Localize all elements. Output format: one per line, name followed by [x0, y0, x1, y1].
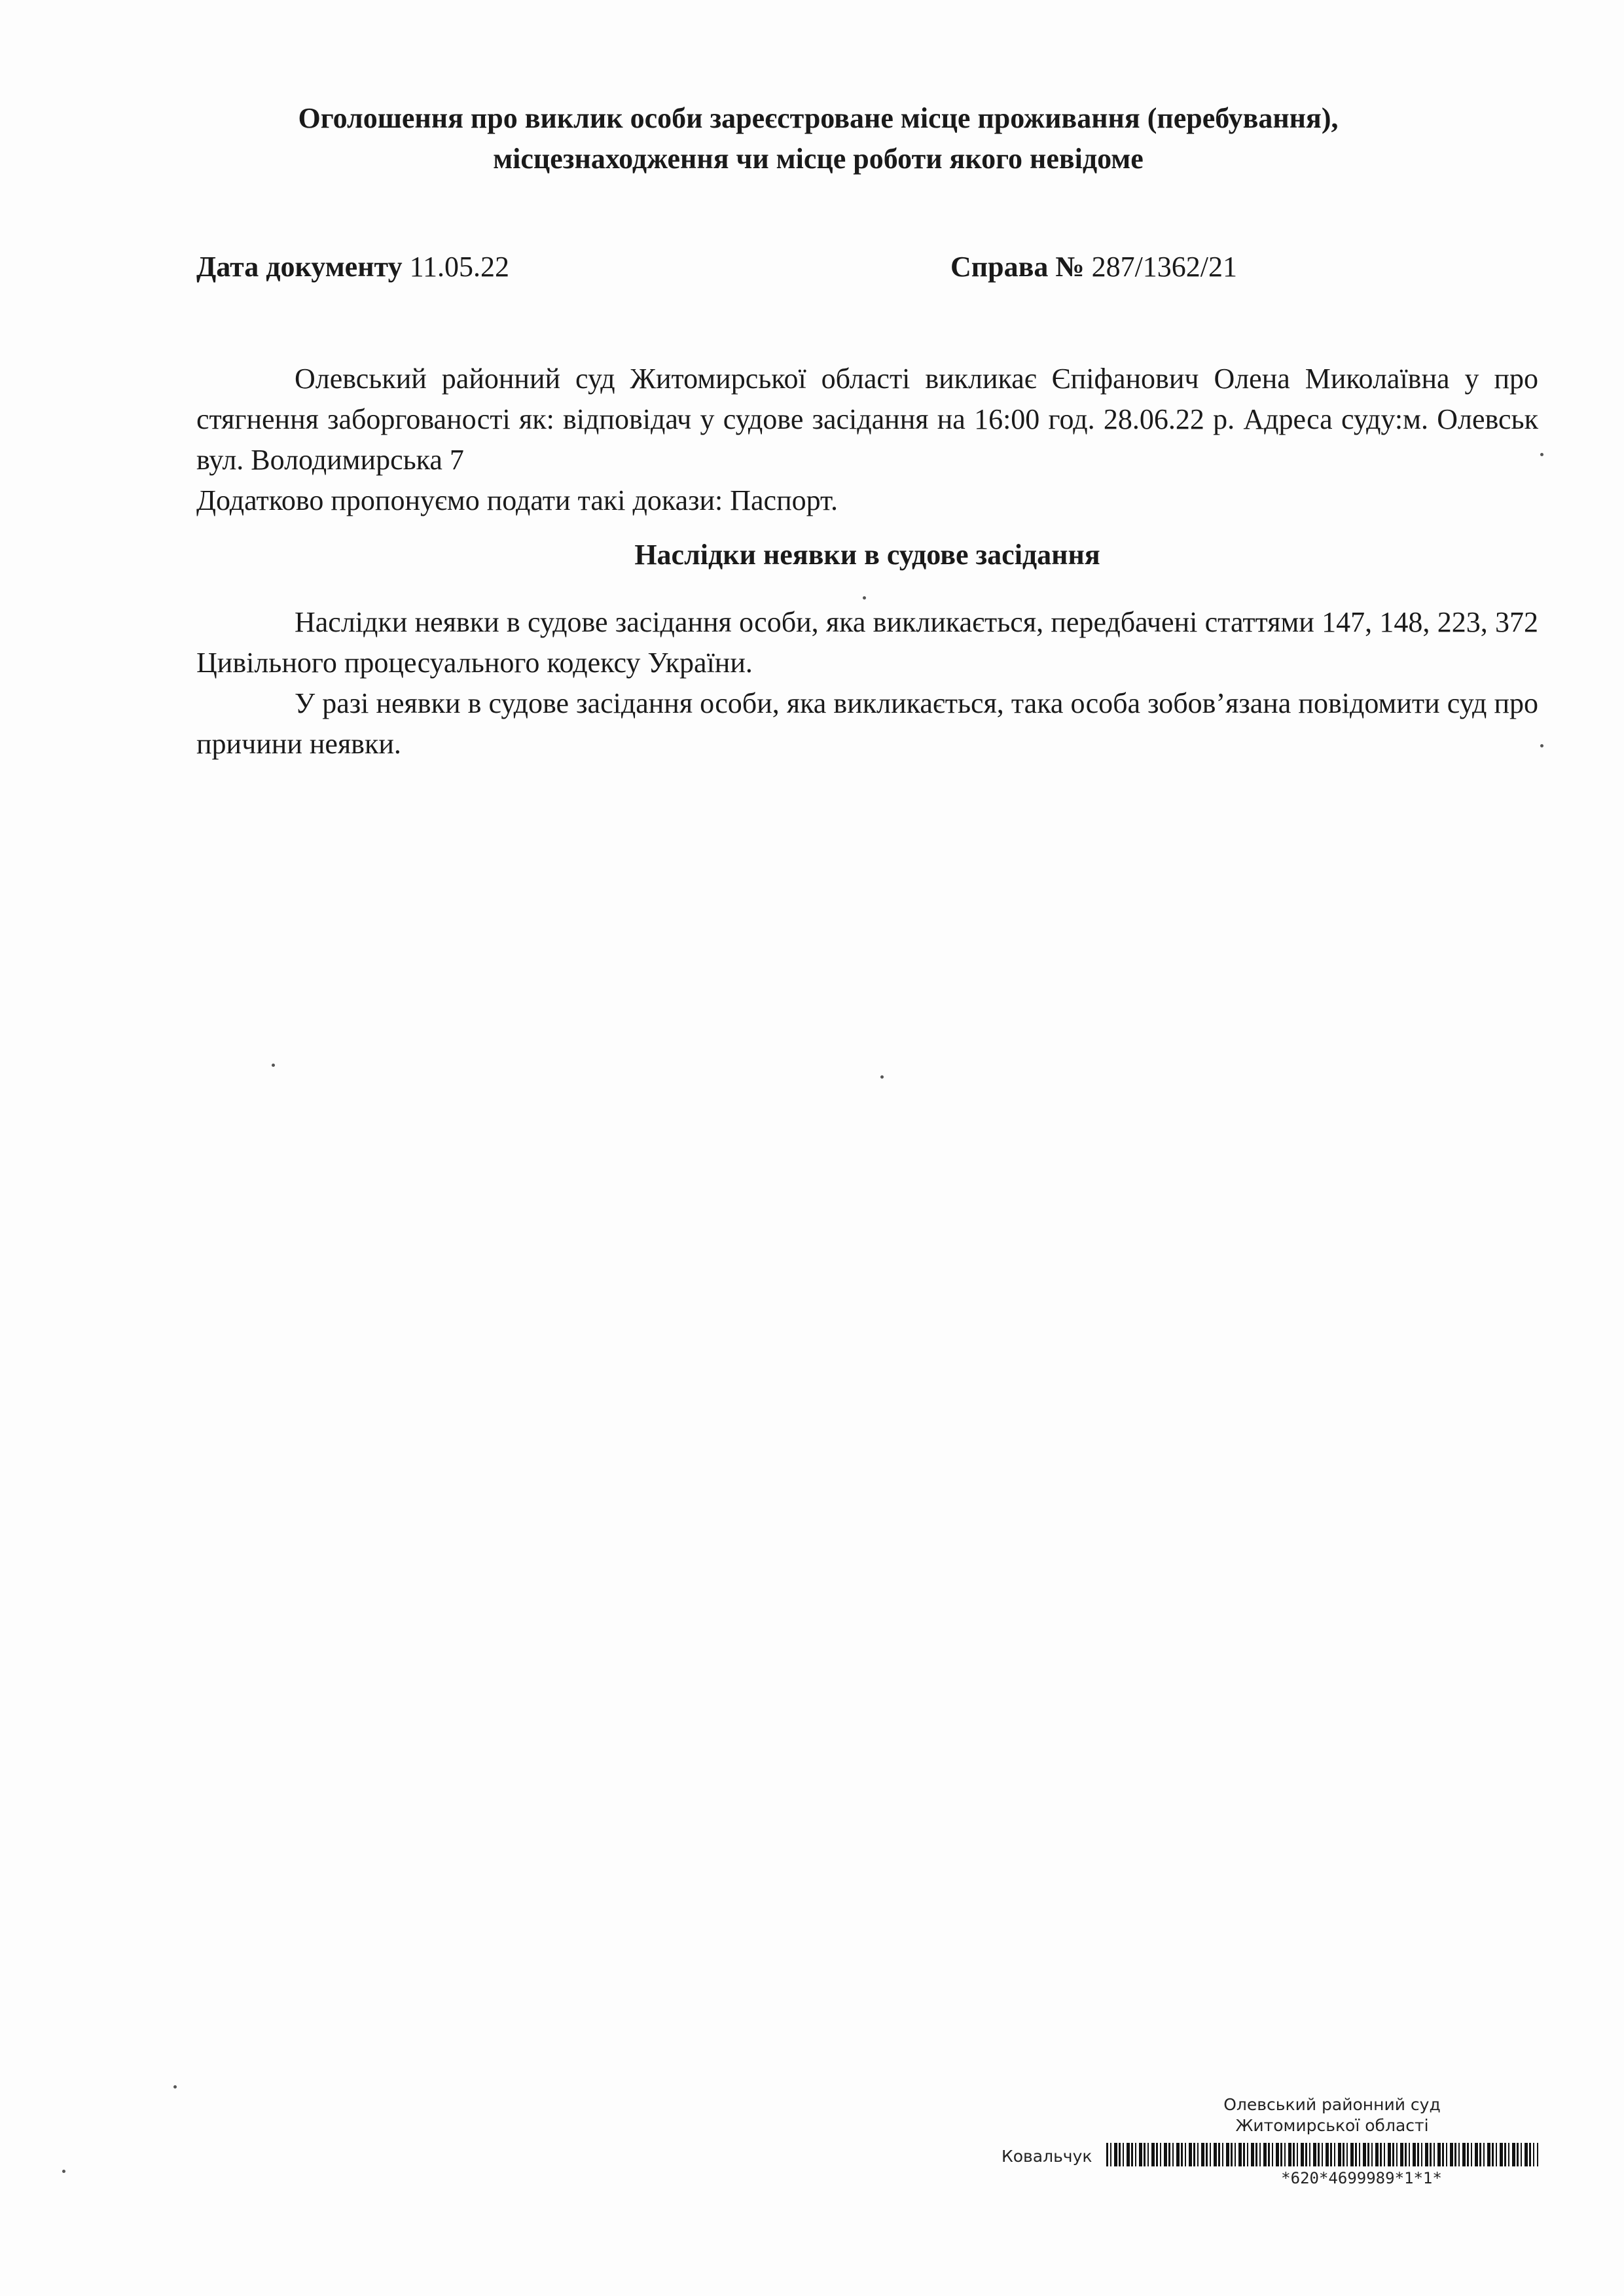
stamp-court-line-1: Олевський районний суд [1223, 2095, 1441, 2114]
scan-speck [272, 1064, 275, 1067]
document-date [196, 250, 509, 283]
title-line-1: Оголошення про виклик особи зареєстроване місце проживання (перебування), [298, 102, 1339, 134]
title-line-2: місцезнаходження чи місце роботи якого невідоме [493, 143, 1144, 175]
case-value: 287/1362/21 [1091, 251, 1238, 283]
date-label: Дата документу [196, 251, 403, 283]
case-number [950, 250, 1237, 283]
scan-speck [880, 1075, 884, 1079]
case-label: Справа № [950, 251, 1085, 283]
barcode [1106, 2143, 1538, 2166]
scan-speck [1540, 744, 1543, 747]
date-value: 11.05.22 [409, 251, 509, 283]
consequences-paragraph-1: Наслідки неявки в судове засідання особи, яка викликається, передбачені статтями 147, 148, 223, 372 Цивільного процесуального кодексу України. [196, 606, 1538, 679]
document-title [196, 98, 1440, 179]
scan-speck [173, 2085, 177, 2089]
scan-speck [62, 2170, 65, 2173]
evidence-line: Додатково пропонуємо подати такі докази: Паспорт. [196, 484, 838, 516]
consequences-heading: Наслідки неявки в судове засідання [634, 539, 1100, 571]
summons-paragraph: Олевський районний суд Житомирської області викликає Єпіфанович Олена Миколаївна у про стягнення заборгованості як: відповідач у судове засідання на 16:00 год. 28.06.22 р. Адреса суду:м. Олевськ вул. Володимирська 7 [196, 363, 1538, 476]
scan-speck [1540, 453, 1543, 456]
consequences-paragraph-2: У разі неявки в судове засідання особи, яка викликається, така особа зобов’язана повідомити суд про причини неявки. [196, 687, 1538, 760]
summons-block [196, 359, 1538, 521]
consequences-block [196, 602, 1538, 764]
stamp-court-line-2: Житомирської області [1235, 2116, 1429, 2135]
scan-speck [863, 596, 866, 600]
stamp-signer: Ковальчук [1001, 2147, 1092, 2166]
stamp-court-name [1204, 2094, 1460, 2136]
barcode-text: *620*4699989*1*1* [1281, 2169, 1442, 2187]
